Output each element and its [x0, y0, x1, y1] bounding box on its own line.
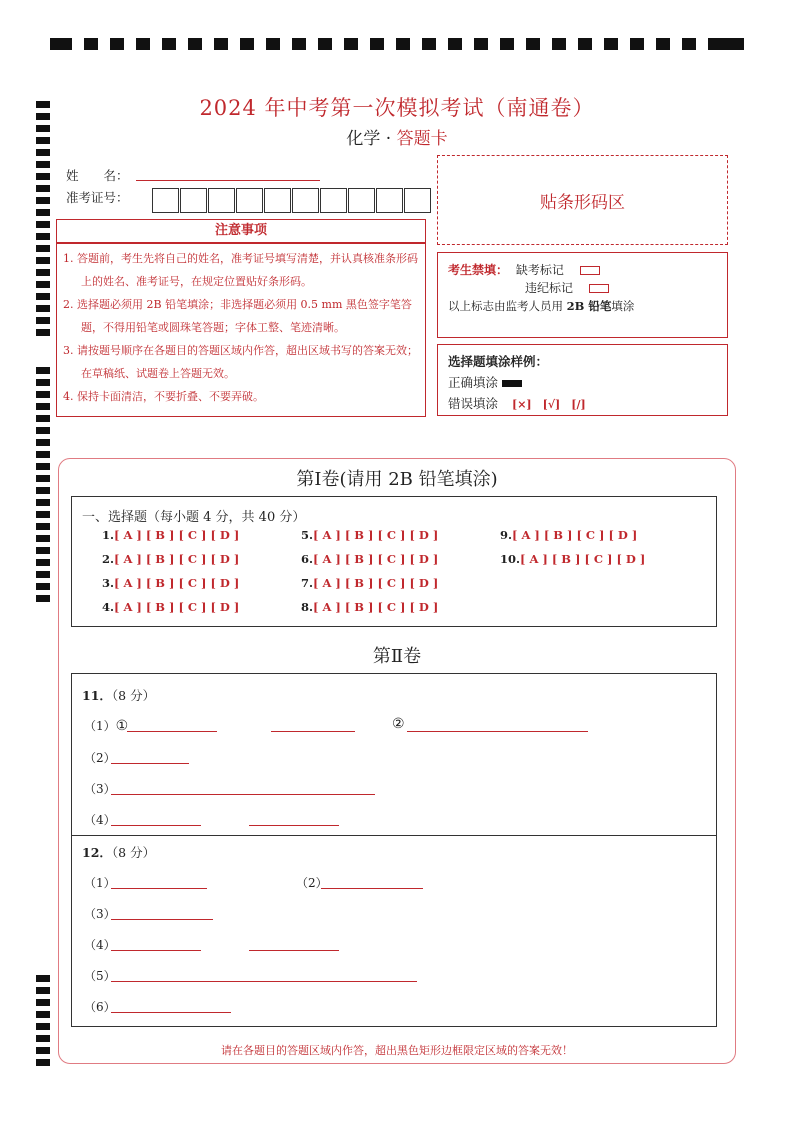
answer-line[interactable]	[249, 825, 339, 826]
digit-box[interactable]	[292, 188, 319, 213]
mc-row-6[interactable]: 6.[ A ] [ B ] [ C ] [ D ]	[301, 552, 439, 566]
q11-part4-label: （4）	[84, 813, 116, 827]
exam-number-boxes[interactable]	[152, 188, 432, 212]
q11-circle2: ②	[392, 716, 405, 732]
digit-box[interactable]	[180, 188, 207, 213]
answer-line[interactable]	[249, 950, 339, 951]
answer-line[interactable]	[111, 1012, 231, 1013]
mc-row-3[interactable]: 3.[ A ] [ B ] [ C ] [ D ]	[102, 576, 240, 590]
digit-box[interactable]	[320, 188, 347, 213]
digit-box[interactable]	[376, 188, 403, 213]
mc-row-8[interactable]: 8.[ A ] [ B ] [ C ] [ D ]	[301, 600, 439, 614]
mc-row-4[interactable]: 4.[ A ] [ B ] [ C ] [ D ]	[102, 600, 240, 614]
footer-note: 请在各题目的答题区域内作答，超出黑色矩形边框限定区域的答案无效！	[221, 1044, 573, 1057]
digit-box[interactable]	[348, 188, 375, 213]
violation-row	[525, 279, 609, 296]
mc-row-9[interactable]: 9.[ A ] [ B ] [ C ] [ D ]	[500, 528, 638, 542]
notice-box	[56, 243, 426, 417]
q12-part4-label: （4）	[84, 938, 116, 952]
name-label: 姓 名：	[66, 168, 129, 183]
answer-line[interactable]	[111, 950, 201, 951]
violation-label: 违纪标记	[525, 281, 574, 295]
page-title: 2024 年中考第一次模拟考试（南通卷）	[199, 96, 595, 120]
violation-mark[interactable]	[589, 284, 609, 293]
answer-line[interactable]	[321, 888, 423, 889]
top-timing-marks	[50, 38, 744, 52]
notice-item: 3. 请按题号顺序在各题目的答题区域内作答，超出区域书写的答案无效；在草稿纸、试题卷上答题无效。	[63, 344, 418, 380]
section2-title: 第Ⅱ卷	[372, 646, 422, 667]
notice-item: 2. 选择题必须用 2B 铅笔填涂；非选择题必须用 0.5 mm 黑色签字笔答题，不得用铅笔或圆珠笔答题；字体工整、笔迹清晰。	[63, 298, 412, 334]
barcode-label: 贴条形码区	[540, 193, 625, 213]
answer-line[interactable]	[111, 888, 207, 889]
absent-label: 缺考标记	[515, 263, 564, 277]
q11-part2-label: （2）	[84, 751, 116, 765]
mc-row-7[interactable]: 7.[ A ] [ B ] [ C ] [ D ]	[301, 576, 439, 590]
q12-part6-label: （6）	[84, 1000, 116, 1014]
digit-box[interactable]	[152, 188, 179, 213]
question-12-box	[71, 836, 717, 1027]
mc-row-2[interactable]: 2.[ A ] [ B ] [ C ] [ D ]	[102, 552, 240, 566]
digit-box[interactable]	[404, 188, 431, 213]
fill-sample-box	[437, 344, 728, 416]
page-subtitle	[0, 124, 794, 149]
mc-row-5[interactable]: 5.[ A ] [ B ] [ C ] [ D ]	[301, 528, 439, 542]
section1-title: 第Ⅰ卷(请用 2B 铅笔填涂)	[296, 469, 498, 490]
answer-line[interactable]	[111, 825, 201, 826]
barcode-area	[437, 155, 728, 245]
q12-part3-label: （3）	[84, 907, 116, 921]
q11-part1-label: （1）①	[84, 718, 129, 734]
q11-part3-label: （3）	[84, 782, 116, 796]
filled-mark	[502, 380, 522, 387]
sample-correct: 正确填涂	[448, 373, 522, 391]
mc-row-1[interactable]: 1.[ A ] [ B ] [ C ] [ D ]	[102, 528, 240, 542]
exam-number-label: 准考证号：	[66, 190, 129, 205]
invigilator-box	[437, 252, 728, 338]
q11-title: 11．（8 分）	[82, 688, 156, 703]
subject-label: 化学 ·	[346, 129, 397, 149]
forbid-note: 以上标志由监考人员用 2B 铅笔填涂	[448, 299, 635, 313]
q12-part1-label: （1）	[84, 876, 116, 890]
answer-line[interactable]	[111, 794, 375, 795]
digit-box[interactable]	[264, 188, 291, 213]
mc-row-10[interactable]: 10.[ A ] [ B ] [ C ] [ D ]	[500, 552, 646, 566]
name-field[interactable]	[136, 180, 320, 181]
q12-part5-label: （5）	[84, 969, 116, 983]
answer-line[interactable]	[111, 919, 213, 920]
digit-box[interactable]	[208, 188, 235, 213]
q12-title: 12．（8 分）	[82, 845, 156, 860]
answer-line[interactable]	[111, 981, 417, 982]
answer-card-label: 答题卡	[396, 129, 448, 149]
digit-box[interactable]	[236, 188, 263, 213]
answer-line[interactable]	[271, 731, 355, 732]
question-11-box	[71, 673, 717, 836]
mc-heading: 一、选择题（每小题 4 分，共 40 分）	[82, 510, 306, 525]
forbid-label: 考生禁填： 缺考标记	[448, 261, 600, 278]
sample-wrong: 错误填涂 [×] [√] [/]	[448, 396, 586, 411]
notice-item: 1. 答题前，考生先将自己的姓名，准考证号填写清楚，并认真核准条形码上的姓名、准考证号，在规定位置贴好条形码。	[63, 252, 418, 288]
q12-part2-label: （2）	[296, 876, 328, 890]
absent-mark[interactable]	[580, 266, 600, 275]
answer-line[interactable]	[127, 731, 217, 732]
answer-line[interactable]	[111, 763, 189, 764]
answer-line[interactable]	[407, 731, 588, 732]
notice-item: 4. 保持卡面清洁，不要折叠、不要弄破。	[63, 390, 264, 403]
sample-heading: 选择题填涂样例：	[448, 354, 549, 369]
notice-heading: 注意事项	[56, 219, 426, 243]
